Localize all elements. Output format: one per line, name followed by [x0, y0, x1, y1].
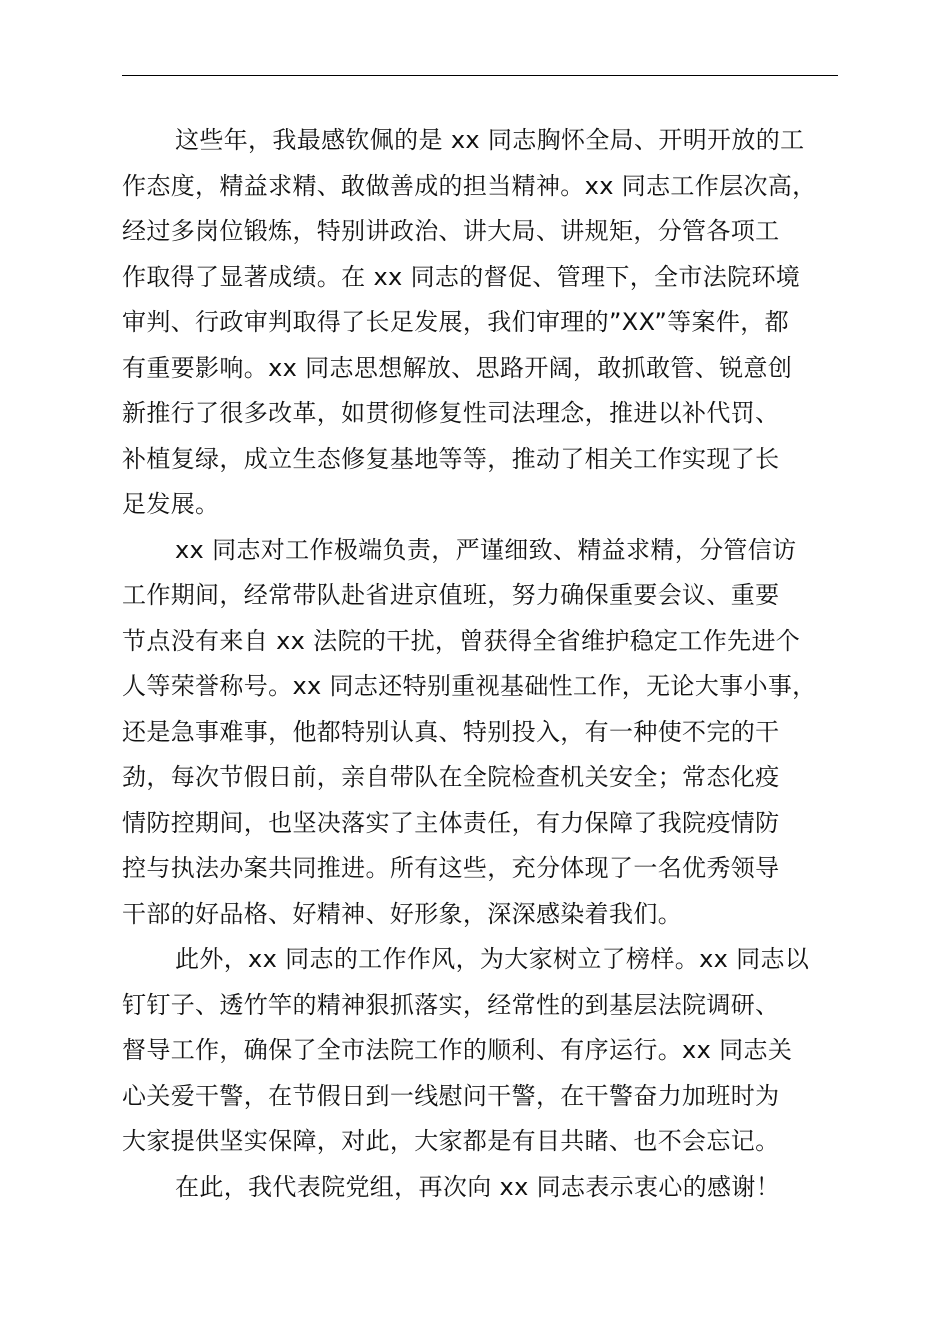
text-line: 人等荣誉称号。xx 同志还特别重视基础性工作，无论大事小事， — [122, 672, 817, 700]
text-line: xx 同志对工作极端负责，严谨细致、精益求精，分管信访 — [175, 535, 797, 564]
header-rule — [122, 75, 838, 76]
text-line: 在此，我代表院党组，再次向 xx 同志表示衷心的感谢！ — [175, 1172, 781, 1201]
document-body — [122, 118, 862, 1210]
text-line: 足发展。 — [122, 490, 220, 518]
text-line: 大家提供坚实保障，对此，大家都是有目共睹、也不会忘记。 — [122, 1127, 780, 1155]
text-line: 钉钉子、透竹竿的精神狠抓落实，经常性的到基层法院调研、 — [122, 990, 780, 1019]
text-line: 节点没有来自 xx 法院的干扰，曾获得全省维护稳定工作先进个 — [122, 626, 801, 655]
text-line: 补植复绿，成立生态修复基地等等，推动了相关工作实现了长 — [122, 444, 780, 473]
text-line: 劲，每次节假日前，亲自带队在全院检查机关安全；常态化疫 — [122, 763, 780, 791]
text-line: 心关爱干警，在节假日到一线慰问干警，在干警奋力加班时为 — [122, 1081, 780, 1110]
text-line: 督导工作，确保了全市法院工作的顺利、有序运行。xx 同志关 — [122, 1036, 793, 1064]
text-line: 作取得了显著成绩。在 xx 同志的督促、管理下，全市法院环境 — [122, 262, 801, 291]
text-line: 此外，xx 同志的工作作风，为大家树立了榜样。xx 同志以 — [175, 945, 810, 973]
text-line: 经过多岗位锻炼，特别讲政治、讲大局、讲规矩，分管各项工 — [122, 217, 780, 245]
text-line: 审判、行政审判取得了长足发展，我们审理的”XX”等案件，都 — [122, 308, 789, 336]
text-line: 工作期间，经常带队赴省进京值班，努力确保重要会议、重要 — [122, 581, 780, 609]
text-line: 这些年，我最感钦佩的是 xx 同志胸怀全局、开明开放的工 — [175, 126, 805, 154]
text-line: 干部的好品格、好精神、好形象，深深感染着我们。 — [122, 899, 683, 928]
text-line: 作态度，精益求精、敢做善成的担当精神。xx 同志工作层次高， — [122, 171, 817, 200]
text-line: 情防控期间，也坚决落实了主体责任，有力保障了我院疫情防 — [122, 808, 780, 837]
text-line: 新推行了很多改革，如贯彻修复性司法理念，推进以补代罚、 — [122, 399, 780, 427]
text-line: 还是急事难事，他都特别认真、特别投入，有一种使不完的干 — [122, 717, 780, 746]
text-line: 控与执法办案共同推进。所有这些，充分体现了一名优秀领导 — [122, 854, 780, 882]
text-line: 有重要影响。xx 同志思想解放、思路开阔，敢抓敢管、锐意创 — [122, 353, 793, 382]
